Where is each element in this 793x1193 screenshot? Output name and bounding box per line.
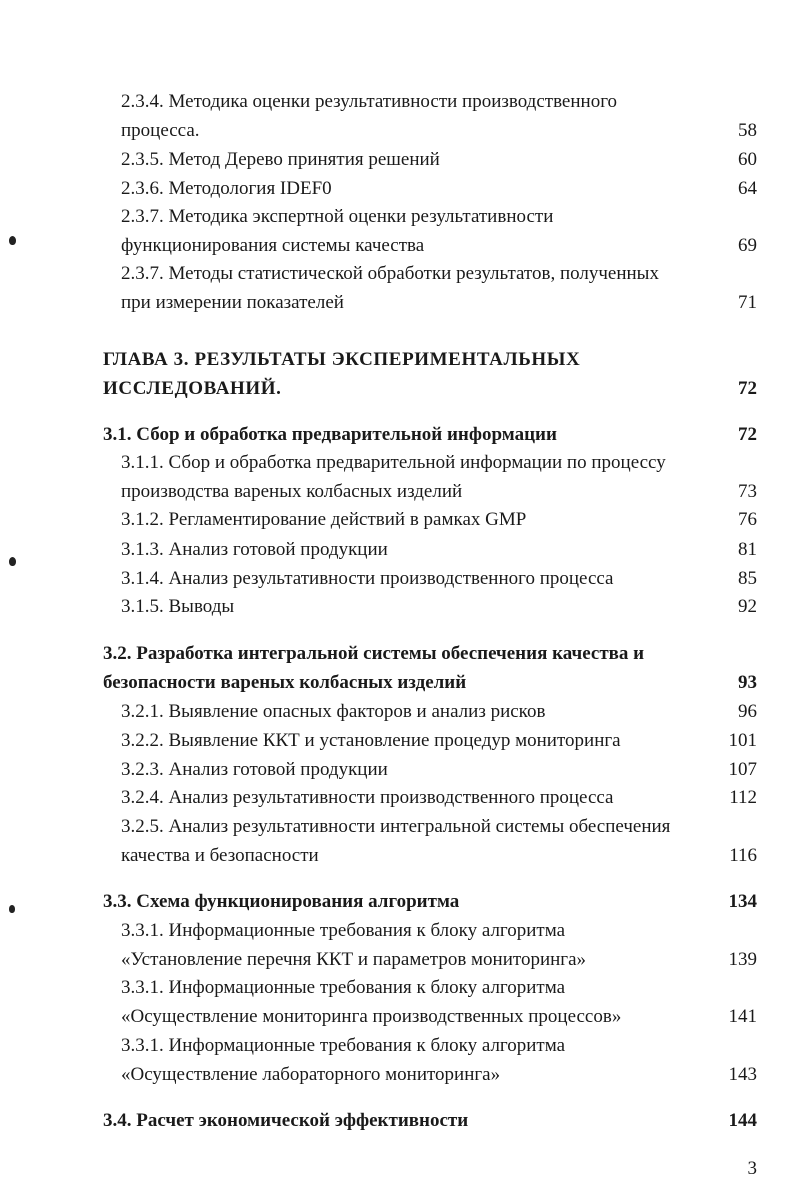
- page-ref: 64: [738, 178, 757, 199]
- toc-entry[interactable]: процесса. 58: [0, 116, 793, 145]
- page-ref: 144: [728, 1110, 757, 1131]
- chapter-heading[interactable]: ИССЛЕДОВАНИЙ. 72: [0, 374, 793, 403]
- page-ref: 72: [738, 378, 757, 399]
- page-ref: 58: [738, 120, 757, 141]
- page-ref: 60: [738, 149, 757, 170]
- page-ref: 112: [729, 787, 757, 808]
- toc-entry[interactable]: 3.2.4. Анализ результативности производственного процесса 112: [0, 783, 793, 812]
- section-heading[interactable]: 3.2. Разработка интегральной системы обеспечения качества и: [103, 643, 645, 664]
- toc-entry[interactable]: 3.2.2. Выявление ККТ и установление процедур мониторинга 101: [0, 726, 793, 755]
- page-ref: 69: [738, 235, 757, 256]
- toc-entry[interactable]: 2.3.5. Метод Дерево принятия решений 60: [0, 145, 793, 174]
- toc-entry[interactable]: «Установление перечня ККТ и параметров мониторинга» 139: [0, 945, 793, 974]
- toc-entry[interactable]: 3.3.1. Информационные требования к блоку алгоритма: [121, 977, 566, 998]
- section-heading[interactable]: 3.1. Сбор и обработка предварительной информации 72: [0, 420, 793, 449]
- page-number: 3: [747, 1158, 757, 1179]
- section-heading[interactable]: 3.4. Расчет экономической эффективности 144: [0, 1106, 793, 1135]
- page-ref: 139: [728, 949, 757, 970]
- toc-entry[interactable]: 2.3.6. Методология IDEF0 64: [0, 174, 793, 203]
- toc-entry[interactable]: производства вареных колбасных изделий 73: [0, 477, 793, 506]
- page-ref: 141: [728, 1006, 757, 1027]
- toc-entry[interactable]: 3.2.1. Выявление опасных факторов и анализ рисков 96: [0, 697, 793, 726]
- page-ref: 92: [738, 596, 757, 617]
- toc-entry[interactable]: 3.1.3. Анализ готовой продукции 81: [0, 535, 793, 564]
- toc-entry[interactable]: 3.2.5. Анализ результативности интегральной системы обеспечения: [121, 816, 671, 837]
- toc-entry[interactable]: 2.3.4. Методика оценки результативности производственного: [121, 91, 618, 112]
- page-ref: 72: [738, 424, 757, 445]
- page-ref: 134: [728, 891, 757, 912]
- page-ref: 81: [738, 539, 757, 560]
- toc-entry[interactable]: 3.1.5. Выводы 92: [0, 592, 793, 621]
- toc-entry[interactable]: 3.3.1. Информационные требования к блоку алгоритма: [121, 1035, 566, 1056]
- page-ref: 101: [728, 730, 757, 751]
- toc-entry[interactable]: «Осуществление лабораторного мониторинга» 143: [0, 1060, 793, 1089]
- page-ref: 71: [738, 292, 757, 313]
- page-ref: 73: [738, 481, 757, 502]
- page-ref: 93: [738, 672, 757, 693]
- page-ref: 96: [738, 701, 757, 722]
- toc-entry[interactable]: 3.2.3. Анализ готовой продукции 107: [0, 755, 793, 784]
- toc-entry[interactable]: 3.3.1. Информационные требования к блоку алгоритма: [121, 920, 566, 941]
- toc-entry[interactable]: 3.1.1. Сбор и обработка предварительной информации по процессу: [121, 452, 666, 473]
- section-heading[interactable]: 3.3. Схема функционирования алгоритма 134: [0, 887, 793, 916]
- toc-entry[interactable]: качества и безопасности 116: [0, 841, 793, 870]
- toc-entry[interactable]: 3.1.2. Регламентирование действий в рамках GMP 76: [0, 505, 793, 534]
- toc-entry[interactable]: 2.3.7. Методика экспертной оценки результативности: [121, 206, 554, 227]
- toc-entry[interactable]: 3.1.4. Анализ результативности производственного процесса 85: [0, 564, 793, 593]
- page-ref: 107: [728, 759, 757, 780]
- toc-entry[interactable]: функционирования системы качества 69: [0, 231, 793, 260]
- toc-entry[interactable]: «Осуществление мониторинга производственных процессов» 141: [0, 1002, 793, 1031]
- toc-entry[interactable]: 2.3.7. Методы статистической обработки результатов, полученных: [121, 263, 659, 284]
- page-ref: 143: [728, 1064, 757, 1085]
- page-ref: 85: [738, 568, 757, 589]
- toc-entry[interactable]: при измерении показателей 71: [0, 288, 793, 317]
- page-ref: 76: [738, 509, 757, 530]
- chapter-heading[interactable]: ГЛАВА 3. РЕЗУЛЬТАТЫ ЭКСПЕРИМЕНТАЛЬНЫХ: [103, 349, 581, 370]
- section-heading[interactable]: безопасности вареных колбасных изделий 93: [0, 668, 793, 697]
- page-ref: 116: [729, 845, 757, 866]
